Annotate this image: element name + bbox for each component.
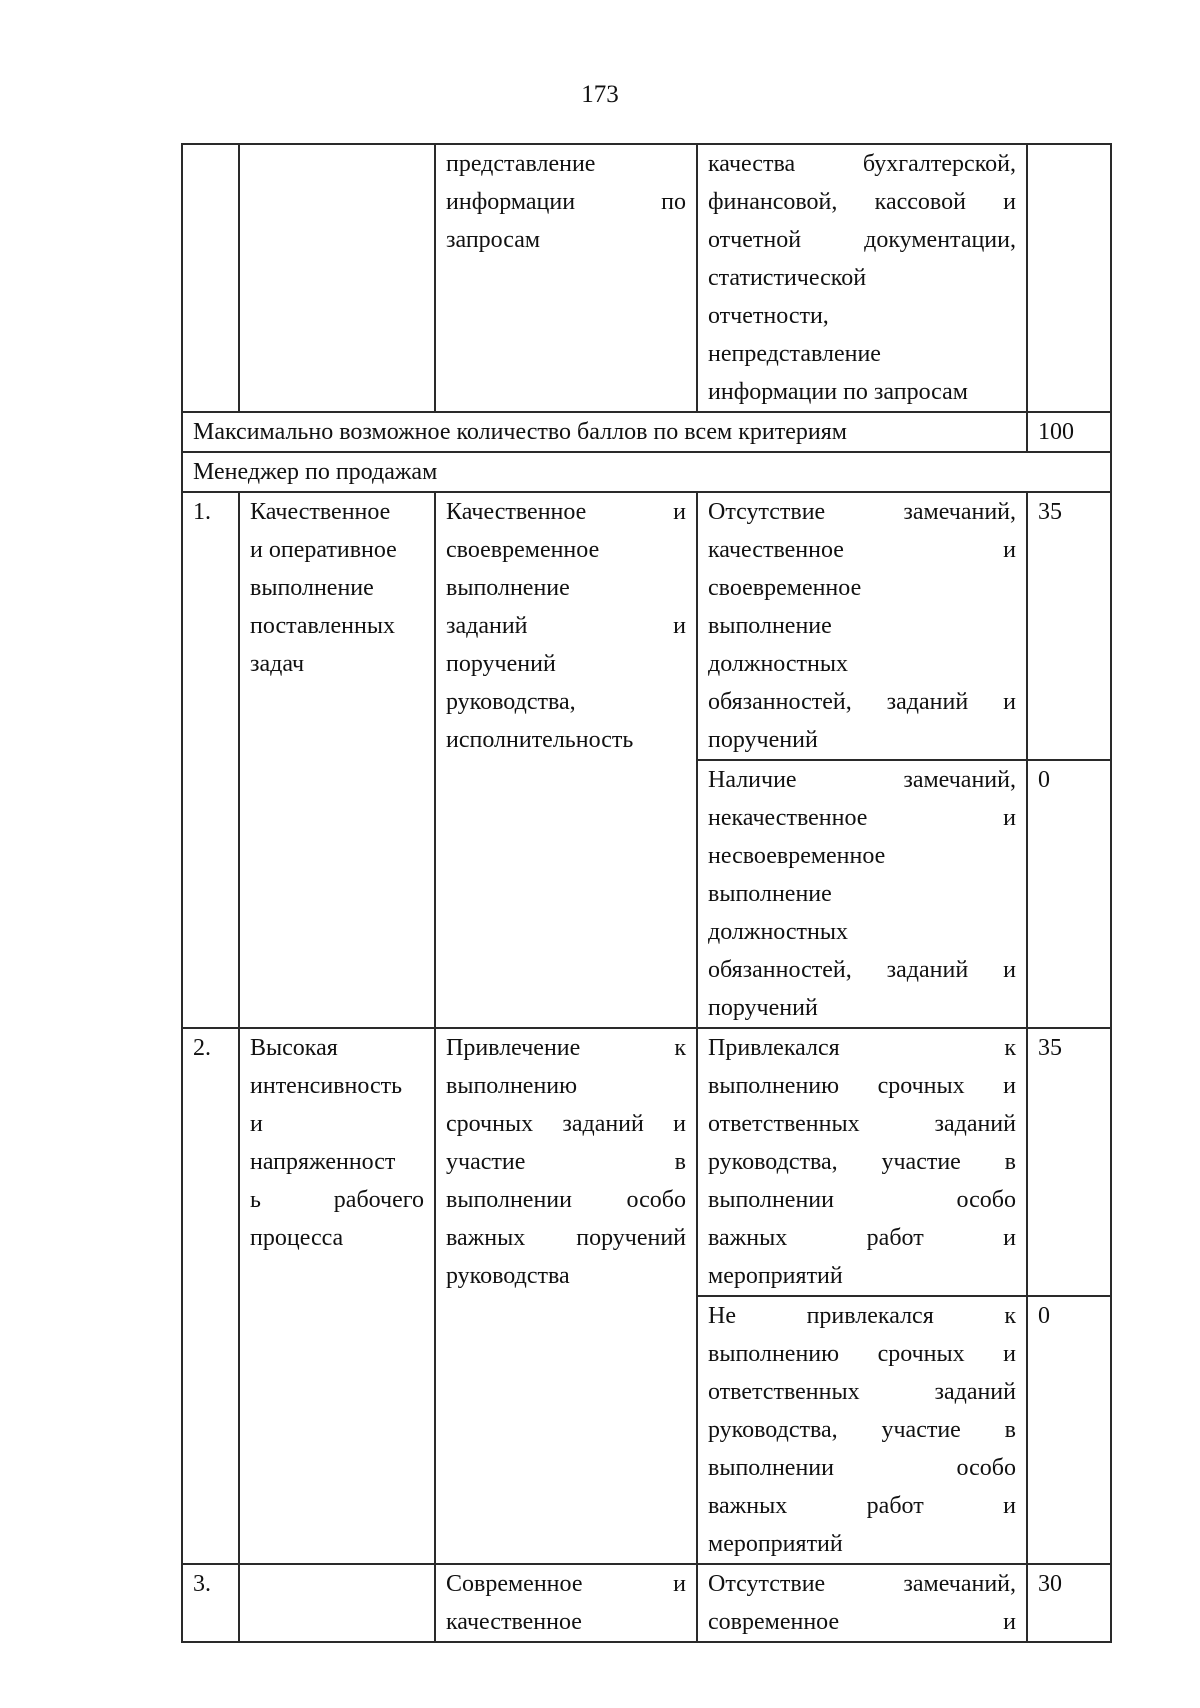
cell-condition: Не привлекался к выполнению срочных и ответственных заданий руководства, участие в выполнении особо важных работ и мероприятий [697,1296,1027,1564]
table-row [182,144,1111,412]
table-row [182,1028,1111,1296]
cell-indicator: Качественное и своевременное выполнение заданий и поручений руководства, исполнительность [435,492,697,1028]
cell-num [182,144,239,412]
table-row-max-points [182,412,1111,452]
cell-criterion: Качественное и оперативное выполнение поставленных задач [239,492,435,1028]
max-points-value: 100 [1027,412,1111,452]
cell-num: 3. [182,1564,239,1642]
cell-num: 1. [182,492,239,1028]
table-row [182,492,1111,760]
table-row [182,1564,1111,1642]
cell-condition: качества бухгалтерской, финансовой, кассовой и отчетной документации, статистической отчетности, непредставление информации по запросам [697,144,1027,412]
cell-condition: Отсутствие замечаний, качественное и своевременное выполнение должностных обязанностей, заданий и поручений [697,492,1027,760]
cell-condition: Отсутствие замечаний, современное и [697,1564,1027,1642]
criteria-table [181,143,1112,1643]
cell-condition: Наличие замечаний, некачественное и несвоевременное выполнение должностных обязанностей, заданий и поручений [697,760,1027,1028]
cell-indicator: Привлечение к выполнению срочных заданий и участие в выполнении особо важных поручений руководства [435,1028,697,1564]
cell-criterion: Высокая интенсивность и напряженност ь рабочего процесса [239,1028,435,1564]
cell-condition: Привлекался к выполнению срочных и ответственных заданий руководства, участие в выполнении особо важных работ и мероприятий [697,1028,1027,1296]
cell-criterion [239,1564,435,1642]
cell-points: 0 [1027,760,1111,1028]
cell-criterion [239,144,435,412]
cell-indicator: Современное и качественное [435,1564,697,1642]
max-points-label: Максимально возможное количество баллов по всем критериям [182,412,1027,452]
cell-points: 0 [1027,1296,1111,1564]
page-number: 173 [581,81,619,108]
cell-points [1027,144,1111,412]
section-title: Менеджер по продажам [182,452,1111,492]
cell-points: 35 [1027,1028,1111,1296]
cell-num: 2. [182,1028,239,1564]
cell-indicator: представление информации по запросам [435,144,697,412]
table-row-section [182,452,1111,492]
cell-points: 35 [1027,492,1111,760]
cell-points: 30 [1027,1564,1111,1642]
